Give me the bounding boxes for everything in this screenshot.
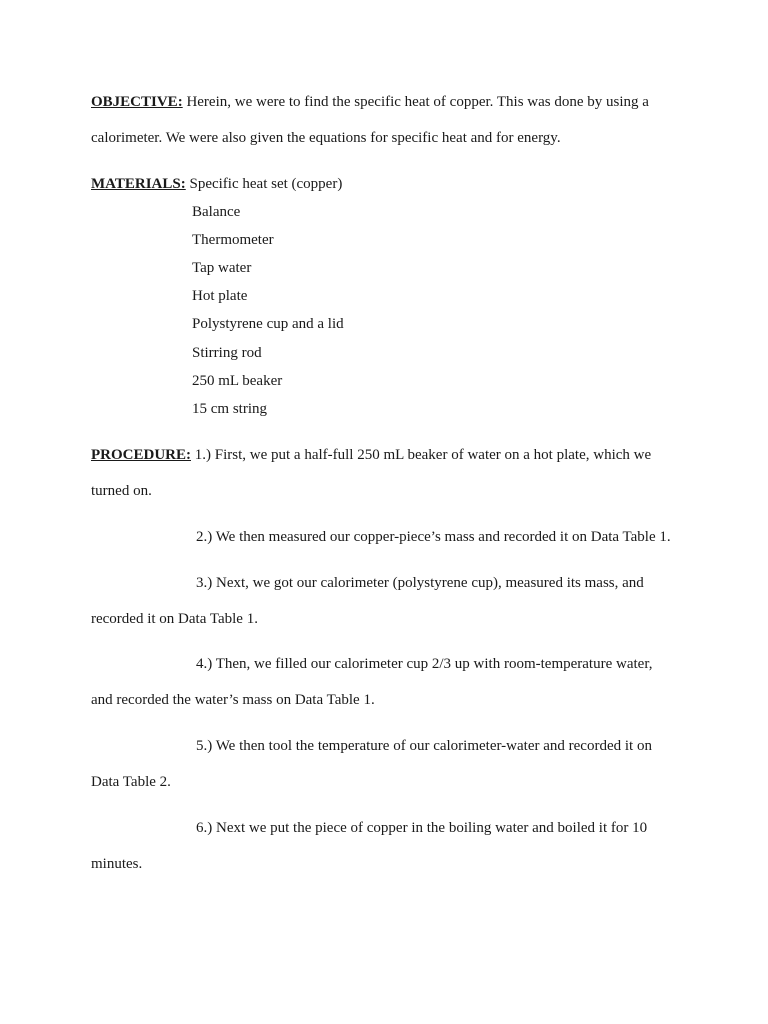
- material-item: 15 cm string: [192, 401, 267, 417]
- material-item: Stirring rod: [192, 345, 262, 361]
- procedure-step-3-cont: recorded it on Data Table 1.: [91, 611, 258, 627]
- procedure-step-1-text: 1.) First, we put a half-full 250 mL beaker of water on a hot plate, which we: [191, 447, 652, 463]
- materials-line-1: [91, 175, 342, 193]
- procedure-step-1-cont: turned on.: [91, 483, 152, 499]
- procedure-step-2: 2.) We then measured our copper-piece’s mass and recorded it on Data Table 1.: [196, 529, 671, 545]
- objective-text-1: Herein, we were to find the specific heat of copper. This was done by using a: [182, 94, 649, 110]
- material-item: Hot plate: [192, 288, 248, 304]
- procedure-step-6-cont: minutes.: [91, 856, 143, 872]
- procedure-step-5: 5.) We then tool the temperature of our calorimeter-water and recorded it on: [196, 738, 652, 754]
- materials-heading: MATERIALS:: [91, 176, 186, 192]
- objective-line-2: calorimeter. We were also given the equations for specific heat and for energy.: [91, 130, 561, 146]
- objective-heading: OBJECTIVE:: [91, 94, 183, 110]
- material-item: 250 mL beaker: [192, 373, 283, 389]
- material-item: Specific heat set (copper): [189, 176, 343, 192]
- procedure-step-4-cont: and recorded the water’s mass on Data Table 1.: [91, 692, 375, 708]
- material-item: Polystyrene cup and a lid: [192, 316, 344, 332]
- material-item: Tap water: [192, 260, 252, 276]
- procedure-step-4: 4.) Then, we filled our calorimeter cup 2/3 up with room-temperature water,: [196, 656, 653, 672]
- procedure-step-1: [91, 446, 651, 464]
- material-item: Thermometer: [192, 232, 274, 248]
- procedure-heading: PROCEDURE:: [91, 447, 191, 463]
- objective-line-1: [91, 93, 649, 111]
- procedure-step-5-cont: Data Table 2.: [91, 774, 171, 790]
- material-item: Balance: [192, 204, 241, 220]
- procedure-step-6: 6.) Next we put the piece of copper in the boiling water and boiled it for 10: [196, 820, 648, 836]
- procedure-step-3: 3.) Next, we got our calorimeter (polystyrene cup), measured its mass, and: [196, 575, 644, 591]
